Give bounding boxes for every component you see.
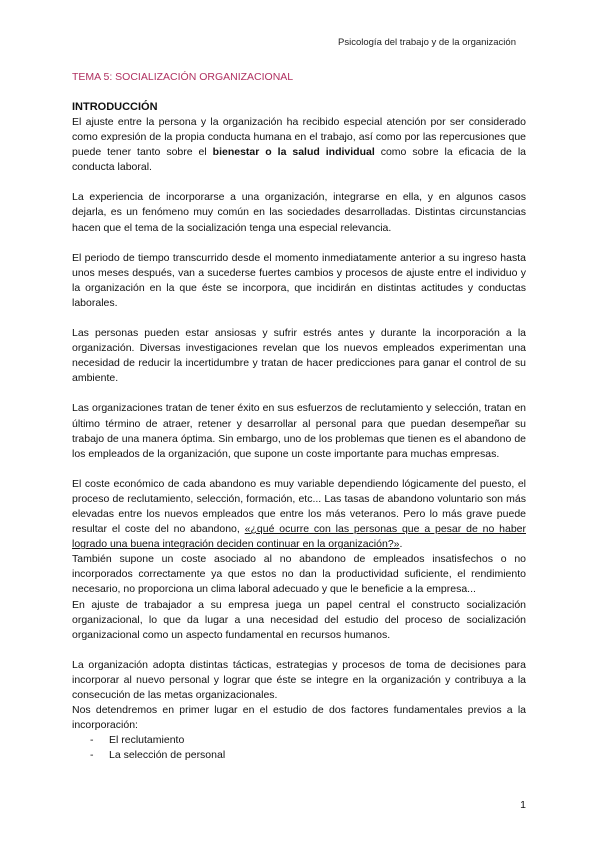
section-heading: INTRODUCCIÓN	[72, 101, 158, 113]
list-item: - La selección de personal	[90, 748, 526, 763]
paragraph-10: Nos detendremos en primer lugar en el estudio de dos factores fundamentales previos a la incorporación:	[72, 704, 526, 732]
document-body	[72, 100, 526, 763]
bold-phrase: bienestar o la salud individual	[212, 146, 375, 159]
paragraph-1: El ajuste entre la persona y la organización ha recibido especial atención por ser considerado como expresión de la propia conducta humana en el trabajo, así como por las repercusiones que puede tener tanto sobre el bienestar o la salud individual como sobre la eficacia de la conducta laboral.	[72, 116, 527, 174]
paragraph-8: En ajuste de trabajador a su empresa juega un papel central el constructo socialización organizacional, lo que da lugar a una necesidad del estudio del proceso de socialización organizacional como un aspecto fundamental en recursos humanos.	[72, 598, 526, 641]
paragraph-5: Las organizaciones tratan de tener éxito en sus esfuerzos de reclutamiento y selección, tratan en último término de atraer, retener y desarrollar al personal para que puedan desempeñar su trabajo de una manera óptima. Sin embargo, uno de los problemas que tienen es el abandono de los empleados de la organización, que supone un coste importante para muchas empresas.	[72, 402, 526, 460]
paragraph-9: La organización adopta distintas tácticas, estrategias y procesos de toma de decisiones para incorporar al nuevo personal y lograr que éste se integre en la organización y contribuya a la consecución de las metas organizacionales.	[72, 658, 526, 701]
paragraph-4: Las personas pueden estar ansiosas y sufrir estrés antes y durante la incorporación a la organización. Diversas investigaciones revelan que los nuevos empleados experimentan una necesidad de reducir la incertidumbre y tratan de hacer predicciones para ganar el control de su ambiente.	[72, 327, 526, 385]
factor-list	[72, 733, 526, 763]
list-item: - El reclutamiento	[90, 733, 526, 748]
page-number: 1	[520, 799, 526, 811]
paragraph-2: La experiencia de incorporarse a una organización, integrarse en ella, y en algunos casos dejarla, es un fenómeno muy común en las sociedades desarrolladas. Distintas circunstancias hacen que el tema de la socialización tenga una especial relevancia.	[72, 191, 526, 234]
running-header: Psicología del trabajo y de la organización	[338, 37, 516, 48]
paragraph-7: También supone un coste asociado al no abandono de empleados insatisfechos o no incorporados correctamente ya que estos no dan la productividad suficiente, el rendimiento necesario, no proporciona un clima laboral adecuado y que le beneficie a la empresa...	[72, 553, 526, 596]
underlined-question: «¿qué ocurre con las personas que a pesar de no haber logrado una buena integración deciden continuar en la organización?»	[72, 523, 527, 551]
paragraph-3: El periodo de tiempo transcurrido desde el momento inmediatamente anterior a su ingreso hasta unos meses después, van a sucederse fuertes cambios y procesos de ajuste entre el individuo y la organización en la que éste se incorpora, que incidirán en distintas actitudes y conductas laborales.	[72, 251, 526, 309]
paragraph-6: El coste económico de cada abandono es muy variable dependiendo lógicamente del puesto, el proceso de reclutamiento, selección, formación, etc... Las tasas de abandono voluntario son más elevadas entre los nuevos empleados que entre los más veteranos. Pero lo más grave puede resultar el coste del no abandono, «¿qué ocurre con las personas que a pesar de no haber logrado una buena integración deciden continuar en la organización?».	[72, 477, 527, 551]
page-title: TEMA 5: SOCIALIZACIÓN ORGANIZACIONAL	[72, 71, 294, 83]
